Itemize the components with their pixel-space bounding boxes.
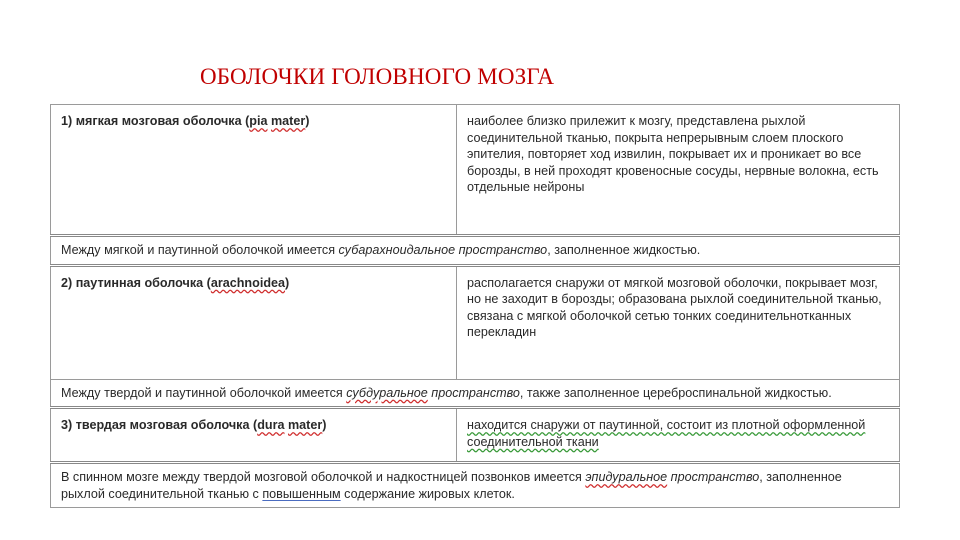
dura-mater-name-suffix: ) [322,418,327,433]
pia-mater-latin-a: pia [249,114,268,128]
epidural-term-b: пространство [667,470,760,485]
pia-mater-name-prefix: 1) мягкая мозговая оболочка ( [61,114,250,128]
table-row-subdural-space [51,379,900,408]
epidural-space-text [51,463,900,508]
arachnoid-latin: arachnoidea [210,275,286,290]
dura-mater-description [457,408,900,463]
subdural-term-b: пространство [427,385,520,400]
subarachnoid-prefix: Между мягкой и паутинной оболочкой имеется [61,243,339,257]
pia-mater-description: наиболее близко прилежит к мозгу, представлена рыхлой соединительной тканью, покрыта непрерывным слоем плоского эпителия, повторяет ход извилин, покрывает их и проникает во все борозды, в ней проходят кровеносные сосуды, нервные волокна, есть отдельные нейроны [457,105,900,236]
table-row-dura-mater [51,408,900,463]
subarachnoid-term: субарахноидальное пространство [338,243,548,257]
subarachnoid-space-text [51,236,900,266]
subdural-term-a: субдуральное [346,385,428,400]
arachnoid-name [51,265,457,379]
table-row-arachnoid [51,265,900,379]
subdural-suffix: , также заполненное цереброспинальной жидкостью. [519,385,832,400]
meninges-table [50,104,900,508]
table-row-pia-mater [51,105,900,236]
epidural-suffix: содержание жировых клеток. [340,486,515,501]
dura-mater-latin-b: mater [287,418,323,433]
dura-mater-name-prefix: 3) твердая мозговая оболочка ( [61,418,258,433]
arachnoid-name-suffix: ) [285,275,290,290]
epidural-highlight: повышенным [262,486,341,501]
table-row-epidural-space [51,463,900,508]
subarachnoid-suffix: , заполненное жидкостью. [547,243,701,257]
epidural-term-a: эпидуральное [585,470,668,485]
dura-mater-name [51,408,457,463]
epidural-middle: , заполненное рыхлой соединительной тканью с [61,470,842,501]
arachnoid-name-prefix: 2) паутинная оболочка ( [61,275,211,290]
epidural-prefix: В спинном мозге между твердой мозговой оболочкой и надкостницей позвонков имеется [61,470,586,485]
subdural-space-text [51,379,900,408]
pia-mater-name [51,105,457,236]
subdural-prefix: Между твердой и паутинной оболочкой имеется [61,385,347,400]
arachnoid-description: располагается снаружи от мягкой мозговой оболочки, покрывает мозг, но не заходит в борозды; образована рыхлой соединительной тканью, связана с мягкой оболочкой сетью тонких соединительнотканных перекладин [457,265,900,379]
table-row-subarachnoid-space [51,236,900,266]
pia-mater-latin-b: mater [270,114,306,128]
pia-mater-name-suffix: ) [305,114,310,128]
dura-mater-description-text: находится снаружи от паутинной, состоит из плотной оформленной соединительной ткани [467,418,866,449]
page-title: ОБОЛОЧКИ ГОЛОВНОГО МОЗГА [200,64,555,89]
dura-mater-latin-a: dura [257,418,285,433]
